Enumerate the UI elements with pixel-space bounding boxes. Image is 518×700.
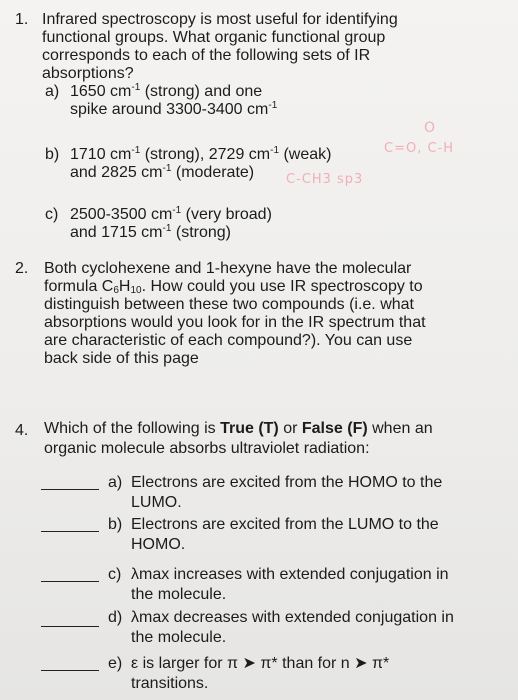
q4d-text: decreases with extended conjugation in [169, 609, 454, 626]
q4b-line-1: Electrons are excited from the LUMO to the [131, 516, 439, 533]
q2-number: 2. [15, 260, 29, 277]
sup: -1 [270, 145, 280, 156]
answer-blank-d[interactable] [41, 626, 99, 627]
q4-number: 4. [15, 422, 29, 439]
q2-line-6: back side of this page [44, 350, 199, 367]
q1b-line-2 [70, 164, 254, 181]
q4d-label: d) [108, 609, 123, 626]
handwritten-note-top: O [424, 120, 437, 136]
q2-text-h: H [118, 278, 131, 295]
q1c-text-3: and 1715 cm [70, 224, 163, 241]
q1c-text-4: (strong) [171, 224, 231, 241]
sup: -1 [162, 163, 172, 174]
q4c-line-2: the molecule. [131, 586, 227, 603]
sub-6: 6 [113, 285, 119, 296]
q4-text-a: Which of the following is [44, 420, 221, 437]
handwritten-note-line-1: C=O, C-H [384, 141, 455, 156]
q4b-line-2: HOMO. [131, 536, 186, 553]
q1c-text-2: (very broad) [181, 206, 272, 223]
q1-line-2: functional groups. What organic functional group [42, 29, 386, 46]
sup: -1 [172, 205, 182, 216]
answer-blank-b[interactable] [41, 531, 99, 532]
q4-false-label: False (F) [301, 420, 368, 437]
sup: -1 [268, 100, 278, 111]
sup: -1 [162, 223, 172, 234]
q4e-line-1: ε is larger for π ➤ π* than for n ➤ π* [131, 655, 390, 672]
q4c-label: c) [108, 566, 122, 583]
q4-line-2: organic molecule absorbs ultraviolet radiation: [44, 440, 370, 457]
q1c-line-1 [70, 206, 272, 223]
q1b-text-5: (moderate) [171, 164, 255, 181]
q1a-text-1: 1650 cm [70, 83, 132, 100]
q4a-label: a) [108, 474, 123, 491]
q1-line-1: Infrared spectroscopy is most useful for identifying [42, 11, 398, 28]
q2-line-5: are characteristic of each compound?). You can use [44, 332, 413, 349]
q1b-text-1: 1710 cm [70, 146, 132, 163]
q4e-label: e) [108, 655, 123, 672]
q2-line-2 [44, 278, 423, 295]
q2-line-3: distinguish between these two compounds (i.e. what [44, 296, 414, 313]
q1c-label: c) [45, 206, 59, 223]
q1a-text-2: (strong) and one [140, 83, 263, 100]
q1a-label: a) [45, 83, 60, 100]
q4-text-b: or [278, 420, 302, 437]
q1-line-3: corresponds to each of the following sets of IR [42, 47, 371, 64]
q1a-text-3: spike around 3300-3400 cm [70, 101, 269, 118]
answer-blank-c[interactable] [41, 581, 99, 582]
q1b-text-3: (weak) [279, 146, 332, 163]
q1-line-4: absorptions? [42, 65, 134, 82]
q2-line-1: Both cyclohexene and 1-hexyne have the molecular [44, 260, 412, 277]
sub-10: 10 [130, 285, 142, 296]
lambda-max: λmax [131, 566, 170, 583]
q1b-label: b) [45, 146, 60, 163]
q2-line-4: absorptions would you look for in the IR spectrum that [44, 314, 426, 331]
q4a-line-1: Electrons are excited from the HOMO to the [131, 474, 443, 491]
q4b-label: b) [108, 516, 123, 533]
answer-blank-e[interactable] [41, 670, 99, 671]
q1a-line-1 [70, 83, 262, 100]
q4c-text: increases with extended conjugation in [169, 566, 449, 583]
q4-text-c: when an [367, 420, 433, 437]
q4e-line-2: transitions. [131, 675, 209, 692]
answer-blank-a[interactable] [41, 489, 99, 490]
sup: -1 [131, 82, 141, 93]
q1b-text-2: (strong), 2729 cm [140, 146, 271, 163]
handwritten-note-line-2: C-CH3 sp3 [286, 172, 364, 187]
q4-true-label: True (T) [220, 420, 279, 437]
q1b-text-4: and 2825 cm [70, 164, 163, 181]
q2-text-b: . How could you use IR spectroscopy to [141, 278, 423, 295]
q1c-text-1: 2500-3500 cm [70, 206, 173, 223]
q4c-line-1 [131, 566, 449, 583]
lambda-max: λmax [131, 609, 170, 626]
sup: -1 [131, 145, 141, 156]
q1a-line-2 [70, 101, 277, 118]
q4-line-1 [44, 420, 433, 437]
q4d-line-2: the molecule. [131, 629, 227, 646]
q4a-line-2: LUMO. [131, 494, 182, 511]
q2-text-a: formula C [44, 278, 114, 295]
q1c-line-2 [70, 224, 231, 241]
q4d-line-1 [131, 609, 454, 626]
q1b-line-1 [70, 146, 331, 163]
q1-number: 1. [15, 11, 29, 28]
